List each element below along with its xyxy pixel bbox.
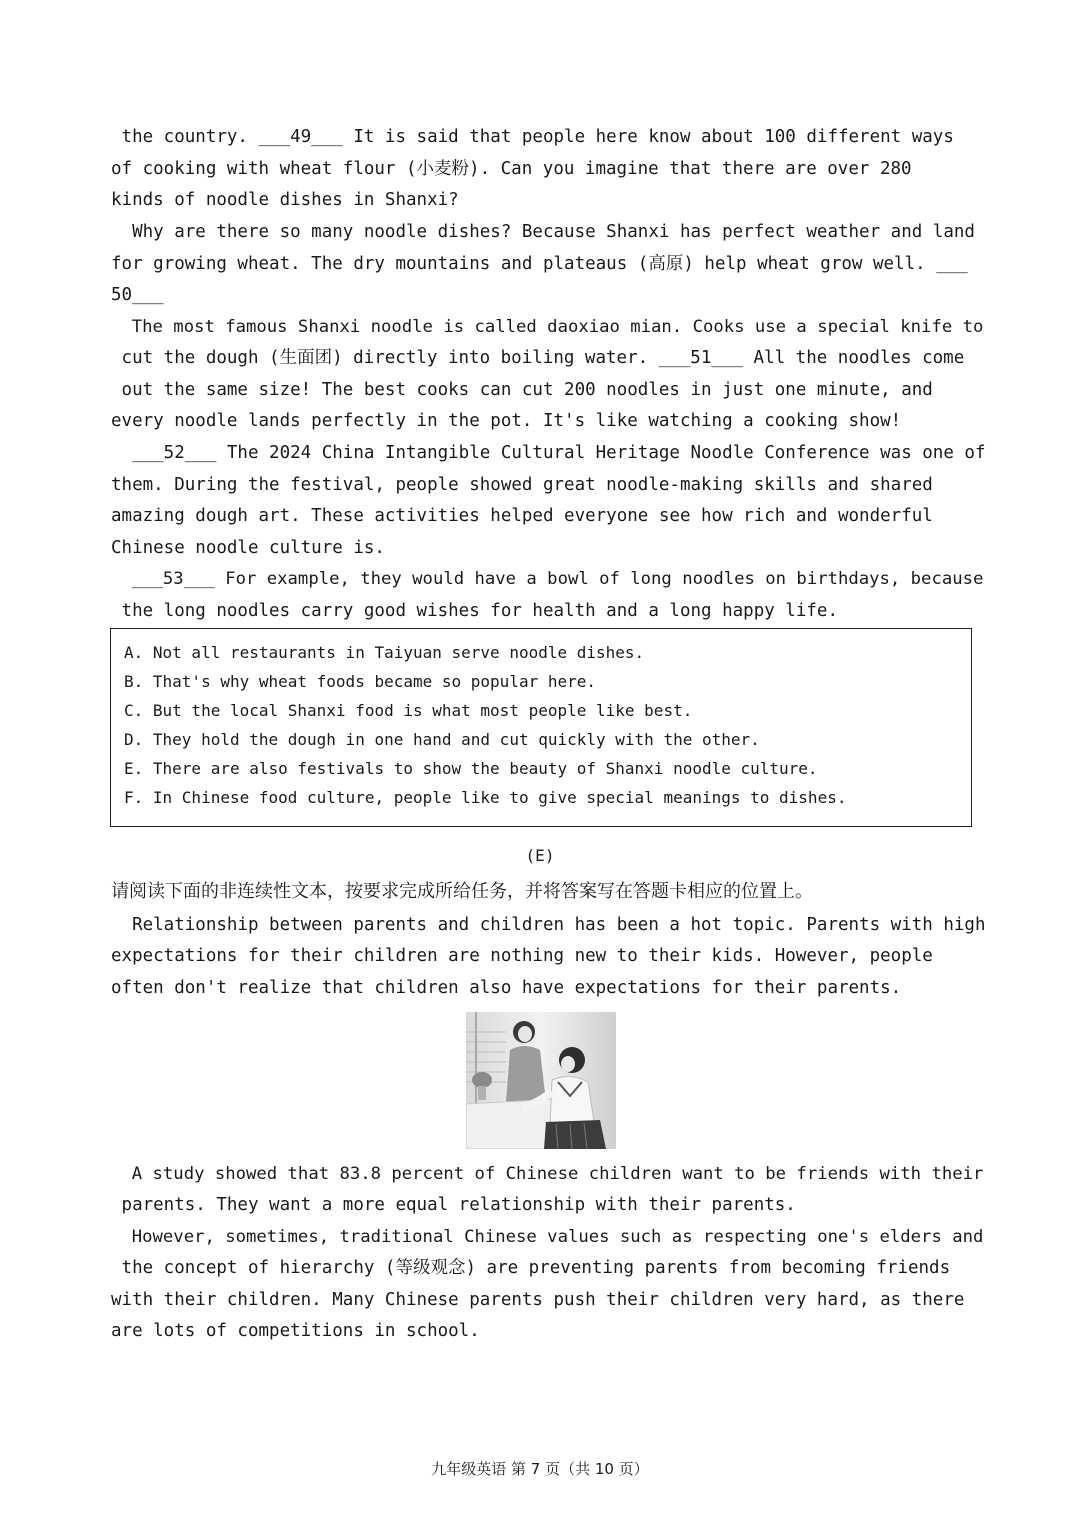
passage-line: every noodle lands perfectly in the pot. It's like watching a cooking show! xyxy=(111,411,902,431)
passage-line: kinds of noodle dishes in Shanxi? xyxy=(111,190,459,210)
intro-line: expectations for their children are nothing new to their kids. However, people xyxy=(111,946,933,966)
passage-line: the long noodles carry good wishes for health and a long happy life. xyxy=(111,601,838,621)
passage-line: of cooking with wheat flour (小麦粉). Can you imagine that there are over 280 xyxy=(111,159,912,179)
section-e-label: (E) xyxy=(525,846,555,865)
body-line: are lots of competitions in school. xyxy=(111,1321,480,1341)
passage-line: Chinese noodle culture is. xyxy=(111,538,385,558)
option-d: D. They hold the dough in one hand and cut quickly with the other. xyxy=(124,730,760,749)
option-e: E. There are also festivals to show the beauty of Shanxi noodle culture. xyxy=(124,759,818,778)
passage-line: out the same size! The best cooks can cut 200 noodles in just one minute, and xyxy=(111,380,933,400)
passage-line: Why are there so many noodle dishes? Because Shanxi has perfect weather and land xyxy=(111,222,975,242)
body-line: with their children. Many Chinese parents push their children very hard, as there xyxy=(111,1290,965,1310)
passage-line: The most famous Shanxi noodle is called daoxiao mian. Cooks use a special knife to xyxy=(111,317,984,337)
option-b: B. That's why wheat foods became so popular here. xyxy=(124,672,597,691)
option-c: C. But the local Shanxi food is what most people like best. xyxy=(124,701,693,720)
body-line: the concept of hierarchy (等级观念) are preventing parents from becoming friends xyxy=(111,1258,951,1278)
passage-line: them. During the festival, people showed great noodle-making skills and shared xyxy=(111,475,933,495)
passage-line: the country. ___49___ It is said that people here know about 100 different ways xyxy=(111,127,954,147)
passage-line: for growing wheat. The dry mountains and plateaus (高原) help wheat grow well. ___ xyxy=(111,254,968,274)
option-a: A. Not all restaurants in Taiyuan serve noodle dishes. xyxy=(124,643,645,662)
section-e-instruction: 请阅读下面的非连续性文本，按要求完成所给任务，并将答案写在答题卡相应的位置上。 xyxy=(111,881,813,902)
body-line: However, sometimes, traditional Chinese values such as respecting one's elders and xyxy=(111,1227,984,1247)
passage-line: amazing dough art. These activities helped everyone see how rich and wonderful xyxy=(111,506,933,526)
body-line: A study showed that 83.8 percent of Chinese children want to be friends with their xyxy=(111,1164,984,1184)
body-line: parents. They want a more equal relationship with their parents. xyxy=(111,1195,796,1215)
passage-line: 50___ xyxy=(111,285,164,305)
intro-line: often don't realize that children also have expectations for their parents. xyxy=(111,978,902,998)
intro-line: Relationship between parents and children has been a hot topic. Parents with high xyxy=(111,915,986,935)
passage-line: cut the dough (生面团) directly into boiling water. ___51___ All the noodles come xyxy=(111,348,965,368)
option-f: F. In Chinese food culture, people like to give special meanings to dishes. xyxy=(124,788,847,807)
mother-daughter-photo xyxy=(466,1012,616,1149)
page-footer: 九年级英语 第 7 页（共 10 页） xyxy=(431,1460,649,1478)
passage-line: ___52___ The 2024 China Intangible Cultural Heritage Noodle Conference was one of xyxy=(111,443,986,463)
passage-line: ___53___ For example, they would have a bowl of long noodles on birthdays, because xyxy=(111,569,984,589)
